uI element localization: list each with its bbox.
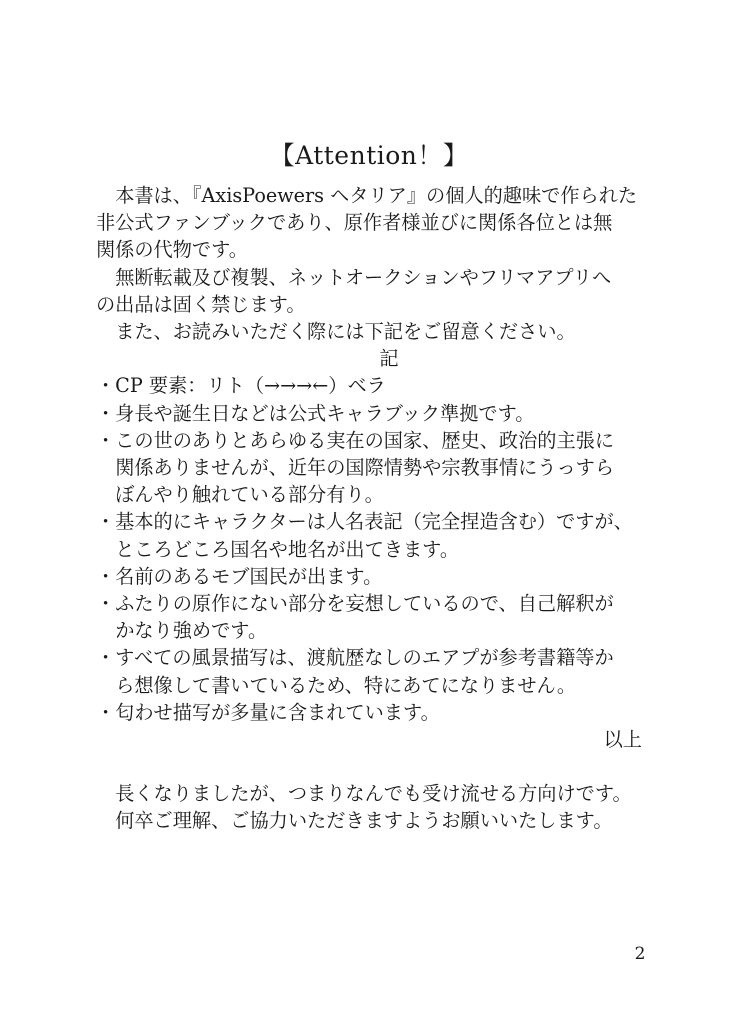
spacer: [96, 753, 644, 780]
list-item: [96, 644, 644, 698]
list-item-line: ・すべての風景描写は、渡航歴なしのエアプが参考書籍等か: [96, 646, 614, 670]
list-item: [96, 372, 644, 399]
list-item: [96, 563, 644, 590]
list-item: [96, 590, 644, 644]
list-item: [96, 699, 644, 726]
page-title: 【Attention！】: [269, 141, 469, 170]
list-item-line: ・名前のあるモブ国民が出ます。: [96, 564, 383, 588]
list-item-line: ・身長や誕生日などは公式キャラブック準拠です。: [96, 401, 535, 425]
document-body: [96, 182, 644, 835]
list-item-line: 関係ありませんが、近年の国際情勢や宗教事情にうっすら: [115, 456, 615, 480]
list-item-line: ・基本的にキャラクターは人名表記（完全捏造含む）ですが、: [96, 510, 633, 534]
ki-heading: 記: [379, 347, 399, 371]
intro-line: 非公式ファンブックであり、原作者様並びに関係各位とは無: [96, 211, 613, 235]
intro-paragraph: [96, 182, 644, 264]
list-item: [96, 400, 644, 427]
list-item-line: ところどころ国名や地名が出てきます。: [115, 537, 460, 561]
prohibition-line: の出品は固く禁じます。: [96, 292, 306, 316]
list-item-line: ・CP 要素：リト（→→→←）ベラ: [96, 374, 386, 398]
page-number: 2: [634, 944, 646, 964]
notes-list: [96, 372, 644, 726]
intro-line: 関係の代物です。: [96, 238, 248, 262]
list-item-line: ・この世のありとあらゆる実在の国家、歴史、政治的主張に: [96, 428, 615, 452]
notice-line: また、お読みいただく際には下記をご留意ください。: [115, 320, 576, 344]
list-item-line: ・匂わせ描写が多量に含まれています。: [96, 700, 440, 724]
prohibition-paragraph: [96, 264, 644, 318]
ijou-mark: 以上: [603, 728, 642, 752]
list-item-line: ぼんやり触れている部分有り。: [115, 483, 384, 507]
closing-line: 長くなりましたが、つまりなんでも受け流せる方向けです。: [115, 782, 632, 806]
prohibition-line: 無断転載及び複製、ネットオークションやフリマアプリへ: [115, 265, 612, 289]
notice-paragraph: [96, 318, 644, 345]
list-item-line: かなり強めです。: [115, 619, 268, 643]
closing-paragraph: [96, 780, 644, 834]
list-item: [96, 427, 644, 509]
list-item-line: ・ふたりの原作にない部分を妄想しているので、自己解釈が: [96, 592, 614, 616]
list-item-line: ら想像して書いているため、特にあてになりません。: [115, 673, 577, 697]
intro-line: 本書は、『AxisPoewers ヘタリア』の個人的趣味で作られた: [115, 184, 638, 207]
list-item: [96, 508, 644, 562]
closing-line: 何卒ご理解、ご協力いただきますようお願いいたします。: [115, 809, 613, 833]
